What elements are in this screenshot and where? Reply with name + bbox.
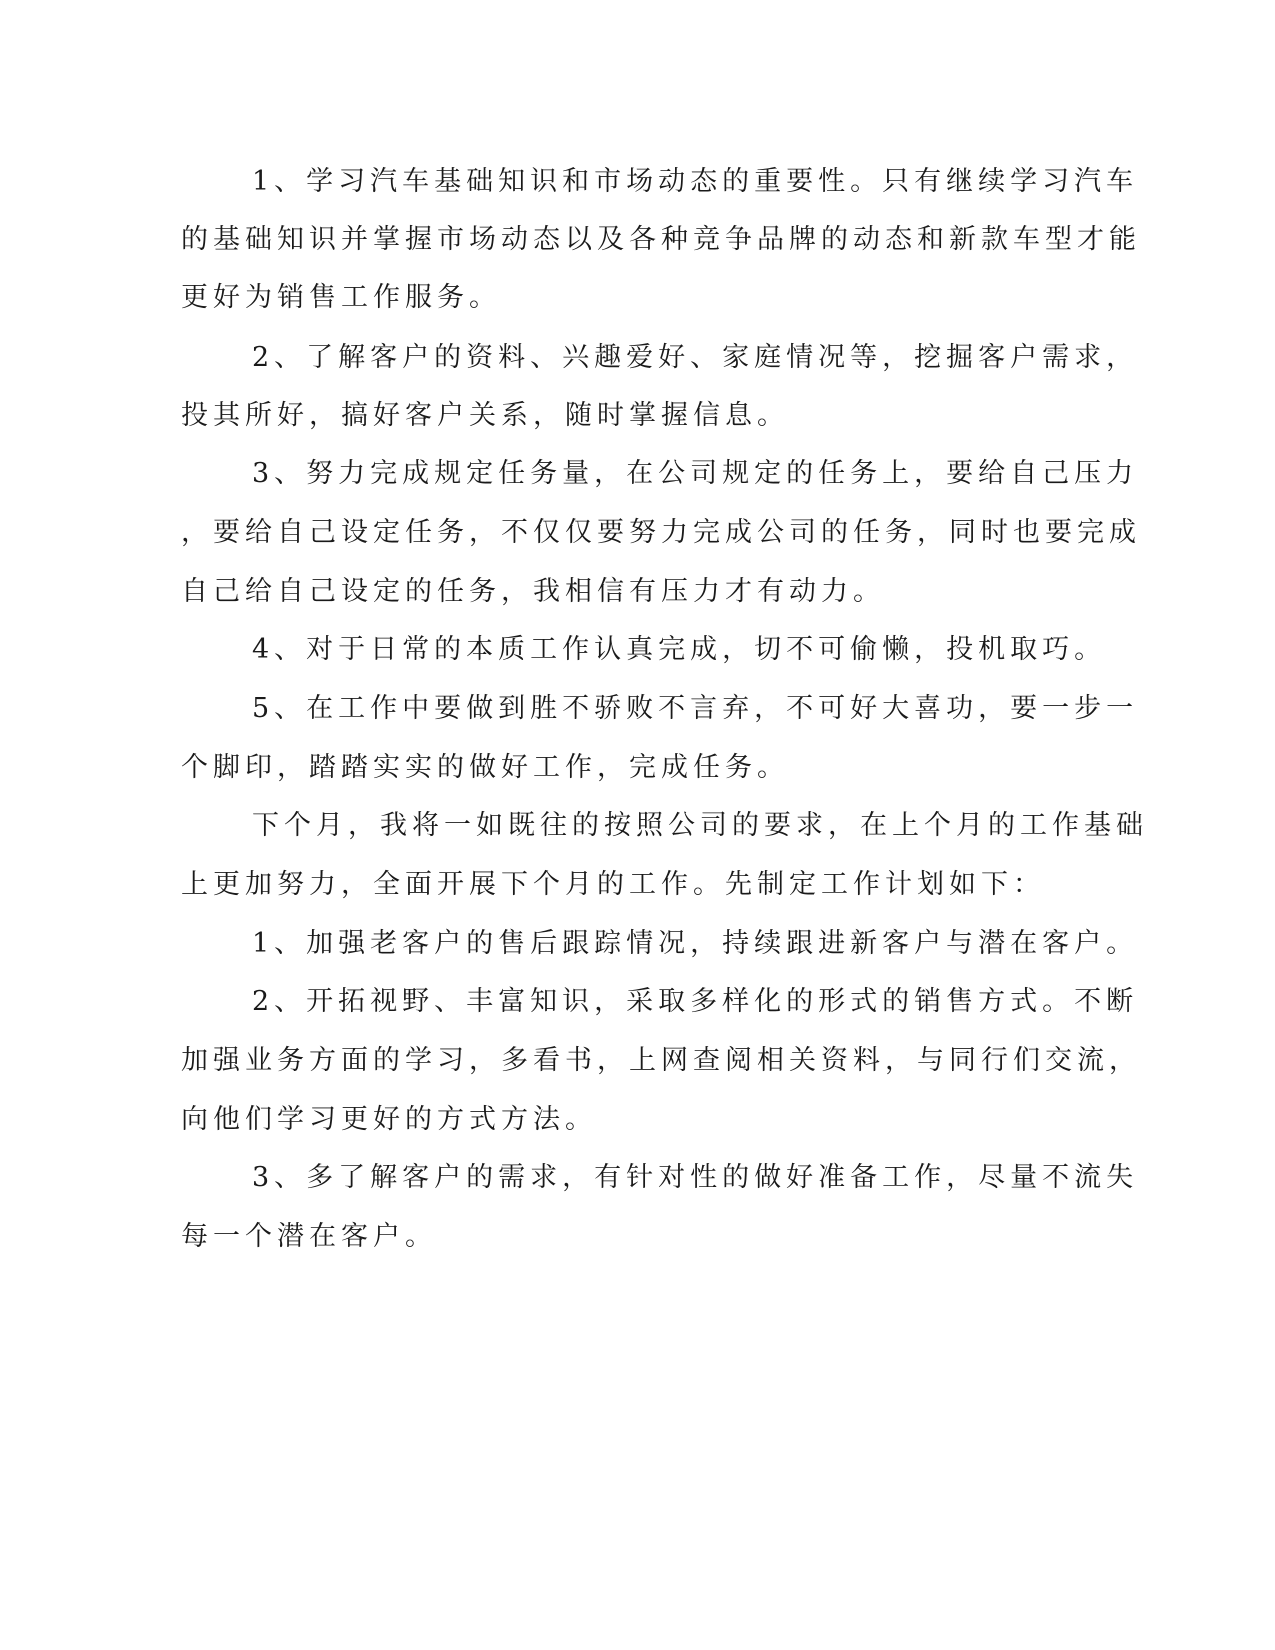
paragraph-4-line-1: 4、对于日常的本质工作认真完成，切不可偷懒，投机取巧。 bbox=[252, 634, 1107, 665]
paragraph-5-line-2: 个脚印，踏踏实实的做好工作，完成任务。 bbox=[181, 752, 789, 783]
paragraph-2-line-1: 2、了解客户的资料、兴趣爱好、家庭情况等，挖掘客户需求， bbox=[252, 342, 1139, 373]
paragraph-6-line-2: 上更加努力，全面开展下个月的工作。先制定工作计划如下： bbox=[181, 869, 1045, 900]
paragraph-1-line-2: 的基础知识并掌握市场动态以及各种竞争品牌的动态和新款车型才能 bbox=[181, 224, 1141, 255]
paragraph-3-line-1: 3、努力完成规定任务量，在公司规定的任务上，要给自己压力 bbox=[252, 458, 1139, 489]
paragraph-6-line-1: 下个月，我将一如既往的按照公司的要求，在上个月的工作基础 bbox=[252, 810, 1148, 841]
paragraph-1-line-1: 1、学习汽车基础知识和市场动态的重要性。只有继续学习汽车 bbox=[252, 166, 1139, 197]
paragraph-1-line-3: 更好为销售工作服务。 bbox=[181, 282, 501, 313]
paragraph-8-line-3: 向他们学习更好的方式方法。 bbox=[181, 1104, 597, 1135]
paragraph-9-line-1: 3、多了解客户的需求，有针对性的做好准备工作，尽量不流失 bbox=[252, 1162, 1139, 1193]
paragraph-8-line-1: 2、开拓视野、丰富知识，采取多样化的形式的销售方式。不断 bbox=[252, 986, 1139, 1017]
paragraph-2-line-2: 投其所好，搞好客户关系，随时掌握信息。 bbox=[181, 400, 789, 431]
paragraph-3-line-3: 自己给自己设定的任务，我相信有压力才有动力。 bbox=[181, 576, 885, 607]
paragraph-8-line-2: 加强业务方面的学习，多看书，上网查阅相关资料，与同行们交流， bbox=[181, 1045, 1141, 1076]
paragraph-3-line-2: ，要给自己设定任务，不仅仅要努力完成公司的任务，同时也要完成 bbox=[181, 517, 1141, 548]
paragraph-5-line-1: 5、在工作中要做到胜不骄败不言弃，不可好大喜功，要一步一 bbox=[252, 693, 1139, 724]
paragraph-9-line-2: 每一个潜在客户。 bbox=[181, 1221, 437, 1252]
paragraph-7-line-1: 1、加强老客户的售后跟踪情况，持续跟进新客户与潜在客户。 bbox=[252, 928, 1139, 959]
